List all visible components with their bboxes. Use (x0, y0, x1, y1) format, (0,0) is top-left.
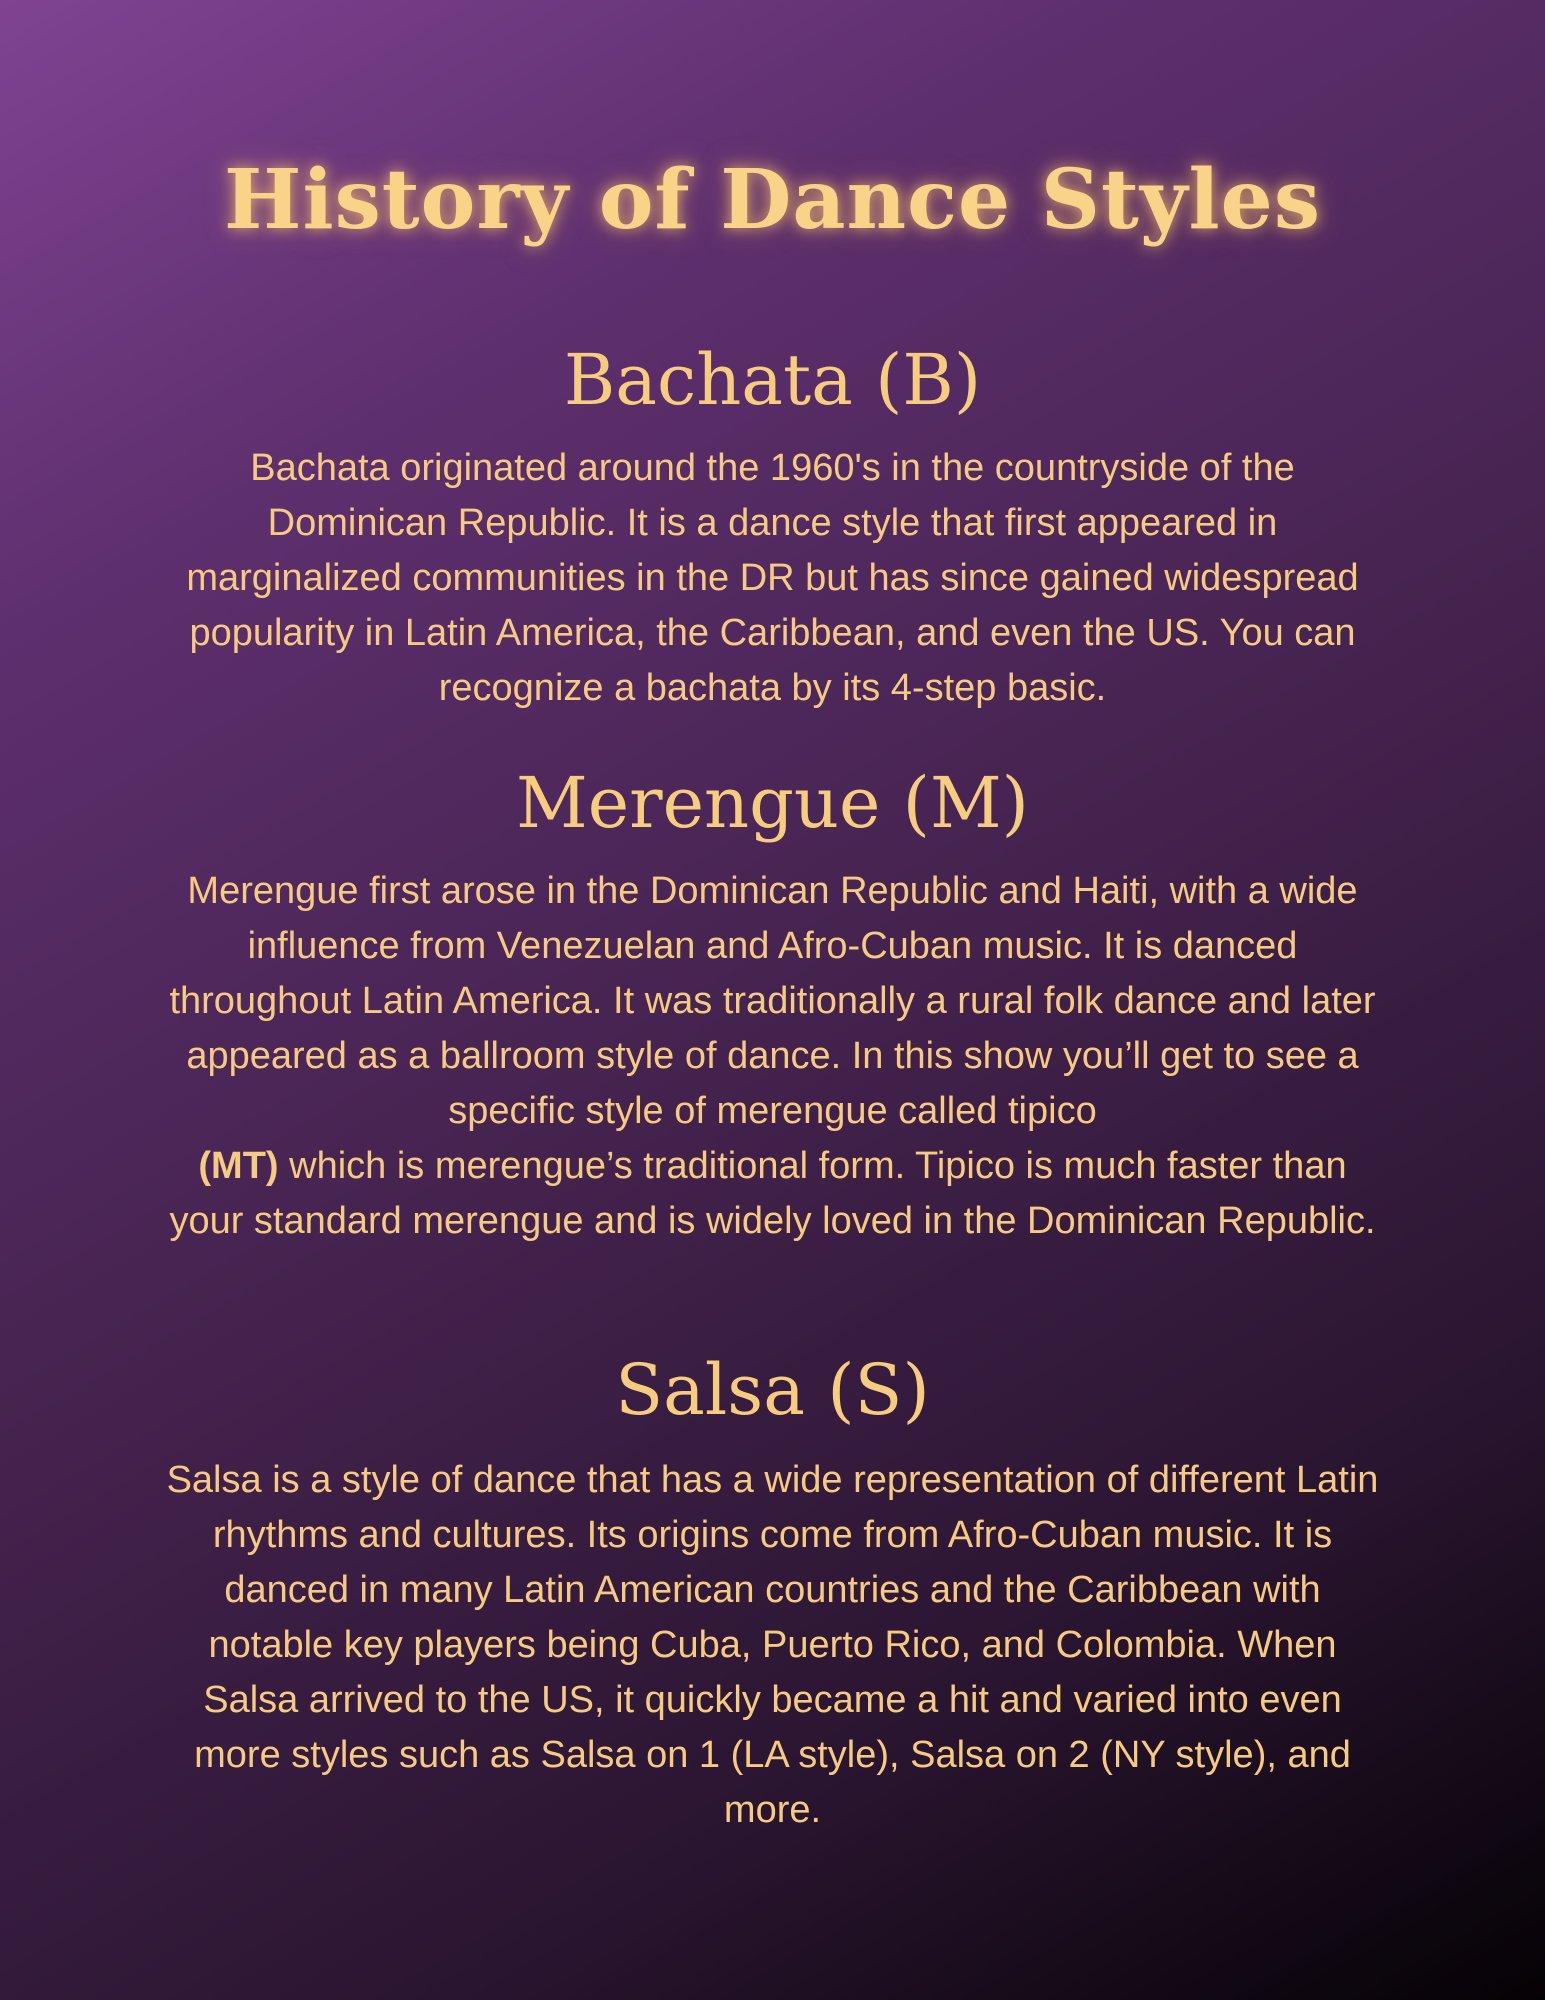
page-title: History of Dance Styles (223, 152, 1321, 248)
merengue-body-bold: (MT) (198, 1145, 279, 1187)
merengue-body-before: Merengue first arose in the Dominican Republic and Haiti, with a wide influence from Venezuelan and Afro-Cuban music. It is danced throughout Latin America. It was traditionally a rural folk dance and later appeared as a ballroom style of dance. In this show you’ll get to see a specific style of merengue called tipico (169, 870, 1376, 1132)
section-heading-merengue: Merengue (M) (516, 762, 1029, 844)
section-body-bachata: Bachata originated around the 1960's in the countryside of the Dominican Republic. It is a dance style that first appeared in marginalized communities in the DR but has since gained widespread popularity in Latin America, the Caribbean, and even the US. You can recognize a bachata by its 4-step basic. (186, 447, 1359, 709)
section-heading-bachata: Bachata (B) (563, 339, 982, 421)
section-heading-salsa: Salsa (S) (615, 1349, 930, 1431)
merengue-body-after: which is merengue’s traditional form. Tipico is much faster than your standard merengue and is widely loved in the Dominican Republic. (169, 1145, 1376, 1242)
section-body-salsa: Salsa is a style of dance that has a wide representation of different Latin rhythms and cultures. Its origins come from Afro-Cuban music. It is danced in many Latin American countries and the Caribbean with notable key players being Cuba, Puerto Rico, and Colombia. When Salsa arrived to the US, it quickly became a hit and varied into even more styles such as Salsa on 1 (LA style), Salsa on 2 (NY style), and more. (166, 1459, 1379, 1831)
section-body-merengue (160, 864, 1385, 1249)
